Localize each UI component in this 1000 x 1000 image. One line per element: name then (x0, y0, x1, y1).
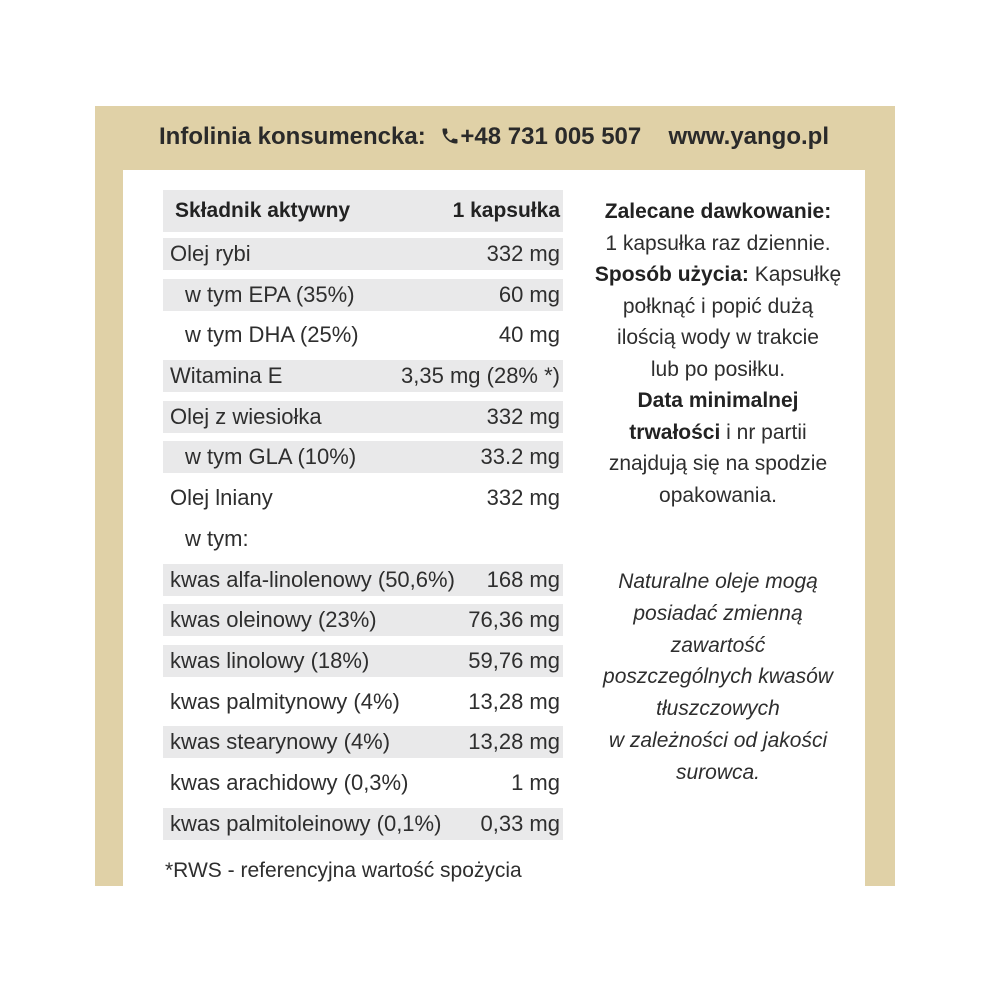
ingredient-name: kwas linolowy (18%) (170, 647, 370, 673)
website-url: www.yango.pl (668, 123, 829, 150)
ingredient-amount: 332 mg (486, 403, 560, 429)
expiry-text: opakowania. (659, 483, 777, 507)
note-line: w zależności od jakości (608, 728, 828, 752)
ingredient-name: kwas alfa-linolenowy (50,6%) (170, 566, 455, 592)
hotline-label: Infolinia konsumencka: (159, 123, 426, 150)
note-line: zawartość (670, 633, 766, 657)
ingredient-name: kwas palmitoleinowy (0,1%) (170, 810, 442, 836)
phone-number: +48 731 005 507 (460, 123, 642, 150)
ingredient-name: Olej lniany (170, 485, 273, 511)
ingredient-amount: 13,28 mg (468, 729, 560, 755)
rws-footnote: *RWS - referencyjna wartość spożycia (165, 859, 522, 882)
expiry-text: i nr partii (726, 420, 807, 444)
ingredient-amount: 332 mg (486, 485, 560, 511)
ingredient-name: Olej z wiesiołka (170, 403, 322, 429)
ingredient-name: kwas palmitynowy (4%) (170, 688, 400, 714)
note-line: Naturalne oleje mogą (618, 570, 818, 593)
method-text: Kapsułkę (754, 263, 842, 286)
ingredient-amount: 3,35 mg (28% *) (401, 363, 560, 389)
ingredient-amount: 13,28 mg (468, 688, 560, 714)
table-row (163, 686, 563, 718)
label-content (123, 170, 865, 886)
ingredient-name: Witamina E (170, 363, 283, 389)
table-row (163, 604, 563, 636)
note-line: tłuszczowych (656, 697, 780, 721)
table-row (163, 360, 563, 392)
ingredient-amount: 76,36 mg (468, 607, 560, 633)
method-text: połknąć i popić dużą (622, 294, 814, 318)
ingredient-name: w tym DHA (25%) (185, 322, 359, 348)
col-amount-header: 1 kapsułka (452, 199, 560, 222)
usage-instructions (578, 196, 858, 511)
table-row (163, 401, 563, 433)
ingredient-name: kwas arachidowy (0,3%) (170, 769, 409, 795)
expiry-text: znajdują się na spodzie (608, 452, 828, 475)
ingredient-amount: 59,76 mg (468, 647, 560, 673)
ingredient-name: w tym GLA (10%) (185, 444, 357, 470)
supplement-label-panel (95, 106, 895, 886)
table-row (163, 279, 563, 311)
table-row (163, 441, 563, 473)
table-header (163, 190, 563, 232)
natural-oils-note (578, 566, 858, 789)
ingredient-name: kwas stearynowy (4%) (170, 729, 391, 755)
ingredient-amount: 1 mg (511, 769, 560, 795)
note-line: posiadać zmienną (633, 601, 803, 625)
consumer-hotline (159, 123, 641, 153)
ingredient-name: w tym EPA (35%) (185, 281, 355, 307)
table-row (163, 564, 563, 596)
ingredient-name: kwas oleinowy (23%) (170, 607, 377, 633)
ingredient-amount: 33.2 mg (480, 444, 560, 470)
ingredient-amount: 40 mg (498, 322, 560, 348)
ingredient-name: w tym: (185, 525, 249, 551)
expiry-title: trwałości (629, 420, 721, 444)
table-row (163, 319, 563, 351)
method-text: lub po posiłku. (650, 357, 786, 381)
note-line: poszczególnych kwasów (603, 665, 833, 689)
expiry-title: Data minimalnej (637, 389, 799, 412)
note-line: surowca. (675, 760, 761, 784)
table-row (163, 238, 563, 270)
ingredients-table (163, 190, 563, 848)
ingredient-amount: 168 mg (486, 566, 560, 592)
phone-icon (440, 125, 460, 153)
table-row (163, 726, 563, 758)
table-row (163, 482, 563, 514)
ingredient-amount: 0,33 mg (480, 810, 560, 836)
method-title: Sposób użycia: (594, 263, 749, 286)
table-row (163, 523, 563, 555)
table-row (163, 808, 563, 840)
table-row (163, 767, 563, 799)
ingredient-name: Olej rybi (170, 241, 251, 266)
col-ingredient-header: Składnik aktywny (175, 199, 351, 222)
dosage-title: Zalecane dawkowanie: (604, 200, 832, 223)
method-text: ilością wody w trakcie (617, 326, 819, 349)
ingredient-amount: 332 mg (486, 241, 560, 266)
ingredient-amount: 60 mg (498, 281, 560, 307)
dosage-text: 1 kapsułka raz dziennie. (605, 231, 831, 255)
hotline-header (95, 106, 895, 170)
table-row (163, 645, 563, 677)
